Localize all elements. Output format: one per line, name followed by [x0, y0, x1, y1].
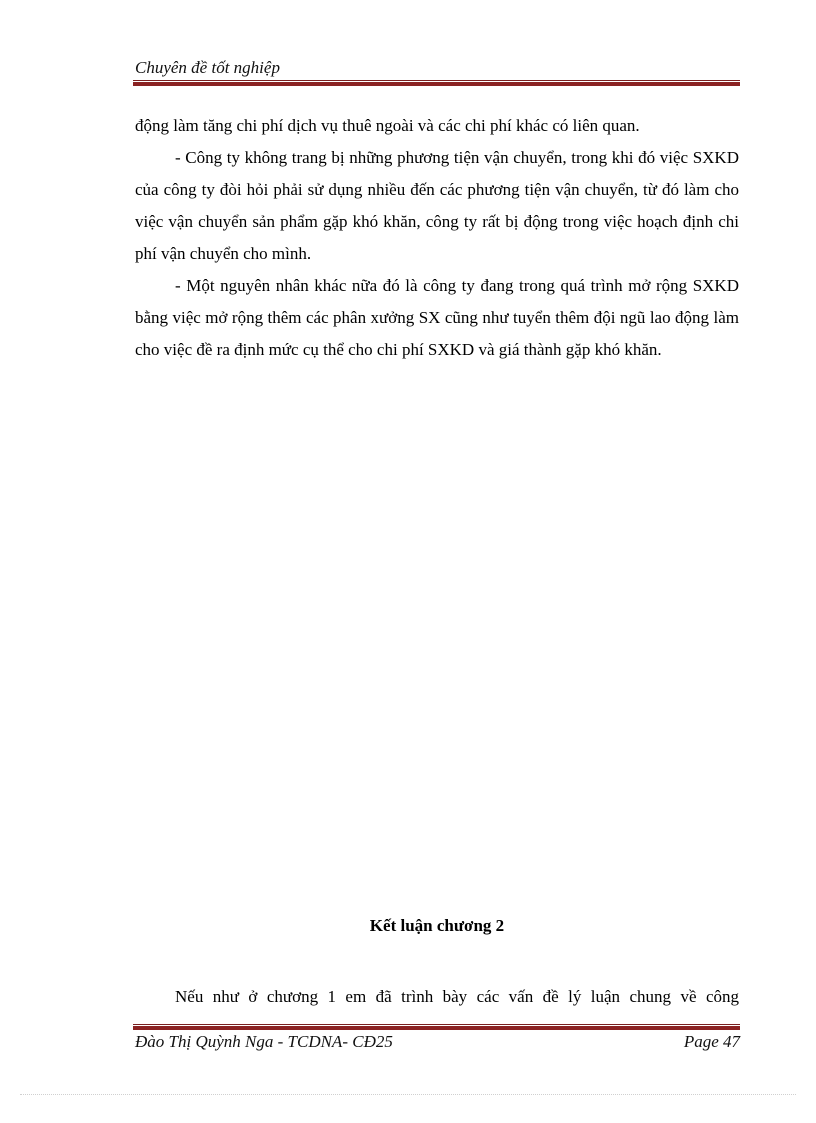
- page-number: Page 47: [683, 1032, 740, 1051]
- footer-rule: [133, 1024, 740, 1030]
- paragraph-continuation: động làm tăng chi phí dịch vụ thuê ngoài và các chi phí khác có liên quan.: [135, 116, 640, 135]
- page-bottom-divider: [20, 1094, 796, 1095]
- paragraph-conclusion: Nếu như ở chương 1 em đã trình bày các vấn đề lý luận chung về công: [175, 987, 739, 1006]
- paragraph-expansion: - Một nguyên nhân khác nữa đó là công ty đang trong quá trình mở rộng SXKD bằng việc mở rộng thêm các phân xưởng SX cũng như tuyển thêm đội ngũ lao động làm cho việc đề ra định mức cụ thể cho chi phí SXKD và giá thành gặp khó khăn.: [135, 276, 739, 359]
- header-title: Chuyên đề tốt nghiệp: [135, 58, 280, 77]
- footer-author: Đào Thị Quỳnh Nga - TCDNA- CĐ25: [135, 1032, 393, 1051]
- header-rule: [133, 80, 740, 86]
- paragraph-transport: - Công ty không trang bị những phương tiện vận chuyển, trong khi đó việc SXKD của công ty đòi hỏi phải sử dụng nhiều đến các phương tiện vận chuyển, từ đó làm cho việc vận chuyển sản phẩm gặp khó khăn, công ty rất bị động trong việc hoạch định chi phí vận chuyển cho mình.: [135, 148, 739, 263]
- section-heading: Kết luận chương 2: [369, 916, 505, 935]
- body-text: [135, 110, 739, 366]
